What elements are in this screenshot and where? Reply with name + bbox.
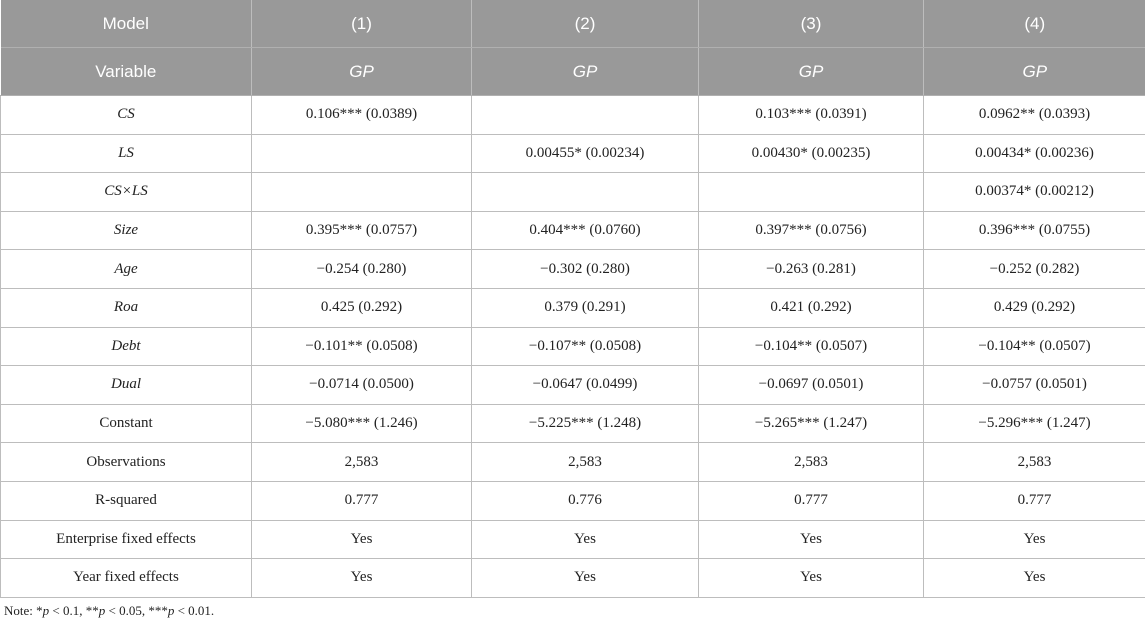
table-cell-model-4: −0.252 (0.282) <box>924 250 1145 289</box>
header-model-4: (4) <box>924 0 1145 48</box>
table-cell-model-1: 0.395*** (0.0757) <box>252 211 472 250</box>
table-cell-model-4: 0.00434* (0.00236) <box>924 134 1145 173</box>
table-cell-model-4: 2,583 <box>924 443 1145 482</box>
table-cell-model-1 <box>252 134 472 173</box>
table-cell-model-3: 0.103*** (0.0391) <box>699 96 924 135</box>
table-cell-model-1: Yes <box>252 559 472 598</box>
table-cell-model-1: 0.106*** (0.0389) <box>252 96 472 135</box>
table-cell-model-2: −5.225*** (1.248) <box>472 404 699 443</box>
header-row-variable <box>1 48 1145 96</box>
table-cell-model-4: Yes <box>924 520 1145 559</box>
table-cell-model-2 <box>472 173 699 212</box>
table-cell-model-2: 2,583 <box>472 443 699 482</box>
note-p1: p <box>42 603 50 618</box>
table-cell-model-3: −5.265*** (1.247) <box>699 404 924 443</box>
table-cell-model-3: Yes <box>699 559 924 598</box>
row-label: Year fixed effects <box>1 559 252 598</box>
table-cell-model-3: −0.104** (0.0507) <box>699 327 924 366</box>
header-dependent-2: GP <box>472 48 699 96</box>
table-row <box>1 481 1145 520</box>
table-body <box>1 96 1145 598</box>
table-cell-model-3: 0.397*** (0.0756) <box>699 211 924 250</box>
header-variable-label: Variable <box>1 48 252 96</box>
table-cell-model-3: 0.777 <box>699 481 924 520</box>
table-cell-model-4: −5.296*** (1.247) <box>924 404 1145 443</box>
table-cell-model-1 <box>252 173 472 212</box>
table-cell-model-3 <box>699 173 924 212</box>
table-cell-model-4: 0.0962** (0.0393) <box>924 96 1145 135</box>
note-p2: p <box>98 603 106 618</box>
table-row <box>1 134 1145 173</box>
note-t2: < 0.05, *** <box>105 603 168 618</box>
table-row <box>1 288 1145 327</box>
table-cell-model-2: Yes <box>472 520 699 559</box>
table-cell-model-4: 0.429 (0.292) <box>924 288 1145 327</box>
table-cell-model-3: Yes <box>699 520 924 559</box>
row-label: Age <box>1 250 252 289</box>
table-cell-model-2: 0.776 <box>472 481 699 520</box>
row-label: Constant <box>1 404 252 443</box>
significance-note <box>4 603 214 619</box>
row-label: LS <box>1 134 252 173</box>
row-label: Roa <box>1 288 252 327</box>
table-cell-model-1: −0.0714 (0.0500) <box>252 366 472 405</box>
table-cell-model-4: 0.00374* (0.00212) <box>924 173 1145 212</box>
table-row <box>1 173 1145 212</box>
table-cell-model-1: −5.080*** (1.246) <box>252 404 472 443</box>
table-cell-model-3: −0.263 (0.281) <box>699 250 924 289</box>
table-cell-model-4: 0.777 <box>924 481 1145 520</box>
row-label: R-squared <box>1 481 252 520</box>
table-row <box>1 404 1145 443</box>
table-cell-model-4: Yes <box>924 559 1145 598</box>
table-cell-model-1: 0.777 <box>252 481 472 520</box>
row-label: Size <box>1 211 252 250</box>
header-dependent-1: GP <box>252 48 472 96</box>
note-t1: < 0.1, ** <box>49 603 99 618</box>
table-cell-model-1: Yes <box>252 520 472 559</box>
table-cell-model-3: 0.421 (0.292) <box>699 288 924 327</box>
table-row <box>1 250 1145 289</box>
row-label: Dual <box>1 366 252 405</box>
table-cell-model-2 <box>472 96 699 135</box>
row-label: Debt <box>1 327 252 366</box>
header-model-label: Model <box>1 0 252 48</box>
table-row <box>1 520 1145 559</box>
table-row <box>1 327 1145 366</box>
row-label: Observations <box>1 443 252 482</box>
table-cell-model-1: 2,583 <box>252 443 472 482</box>
table-row <box>1 211 1145 250</box>
table-cell-model-1: −0.254 (0.280) <box>252 250 472 289</box>
table-row <box>1 96 1145 135</box>
note-t3: < 0.01. <box>174 603 215 618</box>
row-label: CS <box>1 96 252 135</box>
header-row-model <box>1 0 1145 48</box>
header-dependent-4: GP <box>924 48 1145 96</box>
table-cell-model-1: 0.425 (0.292) <box>252 288 472 327</box>
table-cell-model-4: 0.396*** (0.0755) <box>924 211 1145 250</box>
table-row <box>1 559 1145 598</box>
table-cell-model-2: 0.00455* (0.00234) <box>472 134 699 173</box>
note-prefix: Note: * <box>4 603 43 618</box>
table-cell-model-2: −0.107** (0.0508) <box>472 327 699 366</box>
table-cell-model-3: −0.0697 (0.0501) <box>699 366 924 405</box>
table-cell-model-4: −0.104** (0.0507) <box>924 327 1145 366</box>
table-row <box>1 366 1145 405</box>
header-model-2: (2) <box>472 0 699 48</box>
note-p3: p <box>167 603 175 618</box>
row-label: Enterprise fixed effects <box>1 520 252 559</box>
header-dependent-3: GP <box>699 48 924 96</box>
table-row <box>1 443 1145 482</box>
header-model-3: (3) <box>699 0 924 48</box>
header-model-1: (1) <box>252 0 472 48</box>
table-cell-model-2: Yes <box>472 559 699 598</box>
table-cell-model-3: 0.00430* (0.00235) <box>699 134 924 173</box>
table-cell-model-4: −0.0757 (0.0501) <box>924 366 1145 405</box>
table-cell-model-2: 0.404*** (0.0760) <box>472 211 699 250</box>
table-cell-model-2: −0.0647 (0.0499) <box>472 366 699 405</box>
table-cell-model-2: 0.379 (0.291) <box>472 288 699 327</box>
table-cell-model-1: −0.101** (0.0508) <box>252 327 472 366</box>
row-label: CS×LS <box>1 173 252 212</box>
table-cell-model-3: 2,583 <box>699 443 924 482</box>
table-header <box>1 0 1145 96</box>
table-cell-model-2: −0.302 (0.280) <box>472 250 699 289</box>
